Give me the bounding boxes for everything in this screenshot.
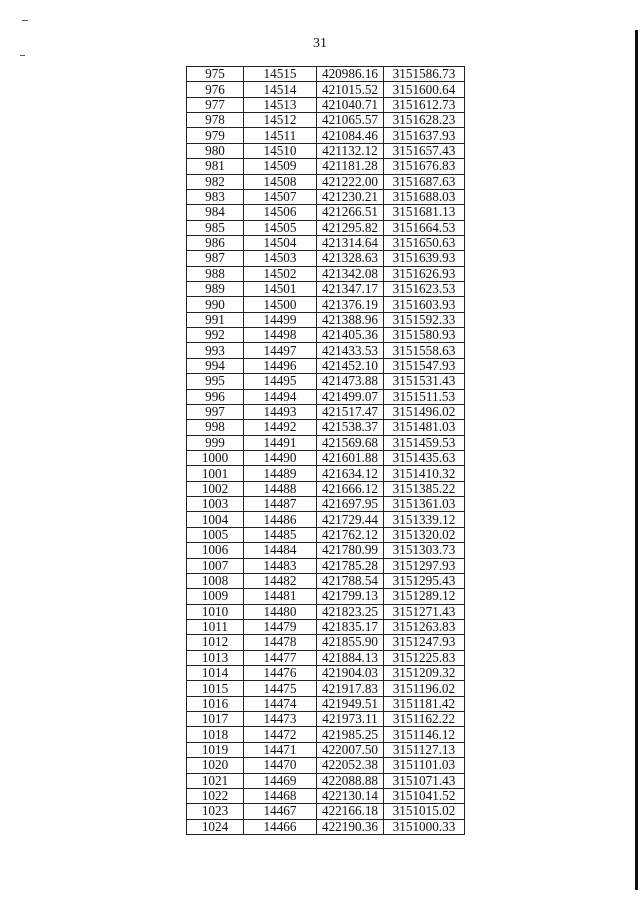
x-coordinate-cell: 421230.21 xyxy=(317,189,384,204)
y-coordinate-cell: 3151580.93 xyxy=(384,328,465,343)
point-number-cell: 988 xyxy=(187,266,244,281)
page-number: 31 xyxy=(313,36,327,51)
point-id-cell: 14488 xyxy=(244,481,317,496)
table-row xyxy=(187,82,465,97)
y-coordinate-cell: 3151162.22 xyxy=(384,712,465,727)
point-id-cell: 14508 xyxy=(244,174,317,189)
x-coordinate-cell: 421973.11 xyxy=(317,712,384,727)
table-row xyxy=(187,450,465,465)
point-number-cell: 990 xyxy=(187,297,244,312)
point-number-cell: 1004 xyxy=(187,512,244,527)
y-coordinate-cell: 3151410.32 xyxy=(384,466,465,481)
point-number-cell: 1018 xyxy=(187,727,244,742)
table-row xyxy=(187,113,465,128)
point-id-cell: 14496 xyxy=(244,358,317,373)
x-coordinate-cell: 421517.47 xyxy=(317,404,384,419)
point-number-cell: 984 xyxy=(187,205,244,220)
table-row xyxy=(187,497,465,512)
point-number-cell: 989 xyxy=(187,282,244,297)
point-id-cell: 14497 xyxy=(244,343,317,358)
x-coordinate-cell: 421452.10 xyxy=(317,358,384,373)
table-row xyxy=(187,266,465,281)
y-coordinate-cell: 3151297.93 xyxy=(384,558,465,573)
table-row xyxy=(187,343,465,358)
scan-mark-bottom xyxy=(20,55,25,56)
point-id-cell: 14505 xyxy=(244,220,317,235)
table-row xyxy=(187,205,465,220)
point-id-cell: 14473 xyxy=(244,712,317,727)
point-number-cell: 1003 xyxy=(187,497,244,512)
table-row xyxy=(187,404,465,419)
point-id-cell: 14504 xyxy=(244,235,317,250)
table-row xyxy=(187,174,465,189)
point-id-cell: 14474 xyxy=(244,696,317,711)
point-id-cell: 14492 xyxy=(244,420,317,435)
y-coordinate-cell: 3151289.12 xyxy=(384,589,465,604)
point-number-cell: 1022 xyxy=(187,788,244,803)
y-coordinate-cell: 3151612.73 xyxy=(384,97,465,112)
point-id-cell: 14480 xyxy=(244,604,317,619)
x-coordinate-cell: 421823.25 xyxy=(317,604,384,619)
x-coordinate-cell: 421569.68 xyxy=(317,435,384,450)
table-row xyxy=(187,742,465,757)
x-coordinate-cell: 421904.03 xyxy=(317,666,384,681)
y-coordinate-cell: 3151650.63 xyxy=(384,235,465,250)
x-coordinate-cell: 421949.51 xyxy=(317,696,384,711)
y-coordinate-cell: 3151339.12 xyxy=(384,512,465,527)
table-row xyxy=(187,696,465,711)
table-row xyxy=(187,481,465,496)
point-number-cell: 985 xyxy=(187,220,244,235)
point-id-cell: 14486 xyxy=(244,512,317,527)
point-number-cell: 975 xyxy=(187,67,244,82)
point-id-cell: 14515 xyxy=(244,67,317,82)
point-id-cell: 14489 xyxy=(244,466,317,481)
x-coordinate-cell: 421015.52 xyxy=(317,82,384,97)
point-number-cell: 1014 xyxy=(187,666,244,681)
x-coordinate-cell: 422130.14 xyxy=(317,788,384,803)
point-id-cell: 14481 xyxy=(244,589,317,604)
point-number-cell: 1019 xyxy=(187,742,244,757)
y-coordinate-cell: 3151511.53 xyxy=(384,389,465,404)
point-id-cell: 14467 xyxy=(244,804,317,819)
table-row xyxy=(187,773,465,788)
point-number-cell: 1001 xyxy=(187,466,244,481)
point-number-cell: 980 xyxy=(187,143,244,158)
x-coordinate-cell: 421473.88 xyxy=(317,374,384,389)
point-id-cell: 14471 xyxy=(244,742,317,757)
point-id-cell: 14476 xyxy=(244,666,317,681)
x-coordinate-cell: 422007.50 xyxy=(317,742,384,757)
table-row xyxy=(187,466,465,481)
table-row xyxy=(187,159,465,174)
x-coordinate-cell: 421499.07 xyxy=(317,389,384,404)
y-coordinate-cell: 3151687.63 xyxy=(384,174,465,189)
point-id-cell: 14475 xyxy=(244,681,317,696)
y-coordinate-cell: 3151600.64 xyxy=(384,82,465,97)
x-coordinate-cell: 421729.44 xyxy=(317,512,384,527)
point-id-cell: 14498 xyxy=(244,328,317,343)
x-coordinate-cell: 421697.95 xyxy=(317,497,384,512)
y-coordinate-cell: 3151664.53 xyxy=(384,220,465,235)
point-id-cell: 14506 xyxy=(244,205,317,220)
x-coordinate-cell: 421065.57 xyxy=(317,113,384,128)
y-coordinate-cell: 3151101.03 xyxy=(384,758,465,773)
y-coordinate-cell: 3151676.83 xyxy=(384,159,465,174)
x-coordinate-cell: 421762.12 xyxy=(317,527,384,542)
y-coordinate-cell: 3151303.73 xyxy=(384,543,465,558)
point-number-cell: 1013 xyxy=(187,650,244,665)
y-coordinate-cell: 3151637.93 xyxy=(384,128,465,143)
point-number-cell: 997 xyxy=(187,404,244,419)
point-number-cell: 996 xyxy=(187,389,244,404)
y-coordinate-cell: 3151688.03 xyxy=(384,189,465,204)
point-id-cell: 14503 xyxy=(244,251,317,266)
table-row xyxy=(187,297,465,312)
table-row xyxy=(187,635,465,650)
y-coordinate-cell: 3151639.93 xyxy=(384,251,465,266)
point-id-cell: 14511 xyxy=(244,128,317,143)
table-row xyxy=(187,589,465,604)
x-coordinate-cell: 421266.51 xyxy=(317,205,384,220)
point-id-cell: 14509 xyxy=(244,159,317,174)
table-row xyxy=(187,619,465,634)
y-coordinate-cell: 3151459.53 xyxy=(384,435,465,450)
point-number-cell: 1020 xyxy=(187,758,244,773)
x-coordinate-cell: 422166.18 xyxy=(317,804,384,819)
point-number-cell: 982 xyxy=(187,174,244,189)
x-coordinate-cell: 421799.13 xyxy=(317,589,384,604)
y-coordinate-cell: 3151320.02 xyxy=(384,527,465,542)
y-coordinate-cell: 3151628.23 xyxy=(384,113,465,128)
table-row xyxy=(187,512,465,527)
table-row xyxy=(187,220,465,235)
table-row xyxy=(187,604,465,619)
point-id-cell: 14493 xyxy=(244,404,317,419)
y-coordinate-cell: 3151041.52 xyxy=(384,788,465,803)
point-number-cell: 1005 xyxy=(187,527,244,542)
x-coordinate-cell: 420986.16 xyxy=(317,67,384,82)
table-row xyxy=(187,650,465,665)
table-row xyxy=(187,235,465,250)
y-coordinate-cell: 3151225.83 xyxy=(384,650,465,665)
table-row xyxy=(187,681,465,696)
point-number-cell: 1009 xyxy=(187,589,244,604)
x-coordinate-cell: 421538.37 xyxy=(317,420,384,435)
y-coordinate-cell: 3151623.53 xyxy=(384,282,465,297)
table-row xyxy=(187,312,465,327)
y-coordinate-cell: 3151181.42 xyxy=(384,696,465,711)
x-coordinate-cell: 421788.54 xyxy=(317,573,384,588)
y-coordinate-cell: 3151196.02 xyxy=(384,681,465,696)
point-id-cell: 14499 xyxy=(244,312,317,327)
table-row xyxy=(187,67,465,82)
point-number-cell: 986 xyxy=(187,235,244,250)
point-number-cell: 977 xyxy=(187,97,244,112)
point-id-cell: 14466 xyxy=(244,819,317,834)
point-number-cell: 1006 xyxy=(187,543,244,558)
table-row xyxy=(187,712,465,727)
point-id-cell: 14513 xyxy=(244,97,317,112)
x-coordinate-cell: 421601.88 xyxy=(317,450,384,465)
point-id-cell: 14477 xyxy=(244,650,317,665)
point-id-cell: 14484 xyxy=(244,543,317,558)
point-id-cell: 14512 xyxy=(244,113,317,128)
point-number-cell: 994 xyxy=(187,358,244,373)
point-number-cell: 979 xyxy=(187,128,244,143)
table-row xyxy=(187,666,465,681)
point-number-cell: 1011 xyxy=(187,619,244,634)
y-coordinate-cell: 3151385.22 xyxy=(384,481,465,496)
point-number-cell: 998 xyxy=(187,420,244,435)
point-number-cell: 1008 xyxy=(187,573,244,588)
table-row xyxy=(187,328,465,343)
table-row xyxy=(187,420,465,435)
y-coordinate-cell: 3151435.63 xyxy=(384,450,465,465)
point-id-cell: 14487 xyxy=(244,497,317,512)
x-coordinate-cell: 421780.99 xyxy=(317,543,384,558)
point-number-cell: 1016 xyxy=(187,696,244,711)
x-coordinate-cell: 421433.53 xyxy=(317,343,384,358)
point-number-cell: 983 xyxy=(187,189,244,204)
table-row xyxy=(187,727,465,742)
point-id-cell: 14483 xyxy=(244,558,317,573)
table-row xyxy=(187,358,465,373)
table-row xyxy=(187,819,465,834)
table-row xyxy=(187,435,465,450)
table-row xyxy=(187,558,465,573)
y-coordinate-cell: 3151626.93 xyxy=(384,266,465,281)
table-row xyxy=(187,189,465,204)
y-coordinate-cell: 3151015.02 xyxy=(384,804,465,819)
x-coordinate-cell: 421222.00 xyxy=(317,174,384,189)
y-coordinate-cell: 3151071.43 xyxy=(384,773,465,788)
x-coordinate-cell: 421376.19 xyxy=(317,297,384,312)
table-row xyxy=(187,527,465,542)
table-row xyxy=(187,573,465,588)
point-id-cell: 14490 xyxy=(244,450,317,465)
x-coordinate-cell: 421040.71 xyxy=(317,97,384,112)
point-number-cell: 978 xyxy=(187,113,244,128)
y-coordinate-cell: 3151681.13 xyxy=(384,205,465,220)
point-id-cell: 14494 xyxy=(244,389,317,404)
point-number-cell: 1000 xyxy=(187,450,244,465)
y-coordinate-cell: 3151295.43 xyxy=(384,573,465,588)
x-coordinate-cell: 421328.63 xyxy=(317,251,384,266)
x-coordinate-cell: 421785.28 xyxy=(317,558,384,573)
table-row xyxy=(187,282,465,297)
point-id-cell: 14469 xyxy=(244,773,317,788)
point-number-cell: 1002 xyxy=(187,481,244,496)
y-coordinate-cell: 3151000.33 xyxy=(384,819,465,834)
y-coordinate-cell: 3151547.93 xyxy=(384,358,465,373)
x-coordinate-cell: 421835.17 xyxy=(317,619,384,634)
point-id-cell: 14500 xyxy=(244,297,317,312)
x-coordinate-cell: 422052.38 xyxy=(317,758,384,773)
table-row xyxy=(187,758,465,773)
y-coordinate-cell: 3151361.03 xyxy=(384,497,465,512)
y-coordinate-cell: 3151592.33 xyxy=(384,312,465,327)
point-number-cell: 1012 xyxy=(187,635,244,650)
x-coordinate-cell: 421314.64 xyxy=(317,235,384,250)
table-row xyxy=(187,389,465,404)
x-coordinate-cell: 421917.83 xyxy=(317,681,384,696)
x-coordinate-cell: 421388.96 xyxy=(317,312,384,327)
point-number-cell: 991 xyxy=(187,312,244,327)
y-coordinate-cell: 3151209.32 xyxy=(384,666,465,681)
y-coordinate-cell: 3151146.12 xyxy=(384,727,465,742)
x-coordinate-cell: 421884.13 xyxy=(317,650,384,665)
point-id-cell: 14468 xyxy=(244,788,317,803)
point-id-cell: 14479 xyxy=(244,619,317,634)
point-number-cell: 992 xyxy=(187,328,244,343)
point-number-cell: 1017 xyxy=(187,712,244,727)
point-number-cell: 987 xyxy=(187,251,244,266)
y-coordinate-cell: 3151496.02 xyxy=(384,404,465,419)
point-id-cell: 14470 xyxy=(244,758,317,773)
table-row xyxy=(187,251,465,266)
point-number-cell: 1024 xyxy=(187,819,244,834)
point-id-cell: 14514 xyxy=(244,82,317,97)
point-number-cell: 981 xyxy=(187,159,244,174)
y-coordinate-cell: 3151127.13 xyxy=(384,742,465,757)
x-coordinate-cell: 421132.12 xyxy=(317,143,384,158)
coordinates-table-body xyxy=(187,67,465,835)
point-number-cell: 995 xyxy=(187,374,244,389)
y-coordinate-cell: 3151603.93 xyxy=(384,297,465,312)
point-id-cell: 14501 xyxy=(244,282,317,297)
y-coordinate-cell: 3151586.73 xyxy=(384,67,465,82)
point-id-cell: 14478 xyxy=(244,635,317,650)
x-coordinate-cell: 421634.12 xyxy=(317,466,384,481)
point-id-cell: 14485 xyxy=(244,527,317,542)
x-coordinate-cell: 422088.88 xyxy=(317,773,384,788)
point-id-cell: 14495 xyxy=(244,374,317,389)
coordinates-table xyxy=(186,66,465,835)
x-coordinate-cell: 421405.36 xyxy=(317,328,384,343)
scan-edge-line xyxy=(635,30,638,890)
y-coordinate-cell: 3151531.43 xyxy=(384,374,465,389)
y-coordinate-cell: 3151558.63 xyxy=(384,343,465,358)
point-id-cell: 14507 xyxy=(244,189,317,204)
x-coordinate-cell: 421342.08 xyxy=(317,266,384,281)
point-number-cell: 1015 xyxy=(187,681,244,696)
point-number-cell: 1007 xyxy=(187,558,244,573)
x-coordinate-cell: 422190.36 xyxy=(317,819,384,834)
x-coordinate-cell: 421084.46 xyxy=(317,128,384,143)
point-id-cell: 14472 xyxy=(244,727,317,742)
x-coordinate-cell: 421985.25 xyxy=(317,727,384,742)
point-id-cell: 14510 xyxy=(244,143,317,158)
scan-mark-top xyxy=(22,20,28,21)
y-coordinate-cell: 3151657.43 xyxy=(384,143,465,158)
point-id-cell: 14491 xyxy=(244,435,317,450)
table-row xyxy=(187,788,465,803)
y-coordinate-cell: 3151247.93 xyxy=(384,635,465,650)
point-number-cell: 993 xyxy=(187,343,244,358)
x-coordinate-cell: 421347.17 xyxy=(317,282,384,297)
point-number-cell: 1021 xyxy=(187,773,244,788)
table-row xyxy=(187,97,465,112)
point-id-cell: 14482 xyxy=(244,573,317,588)
table-row xyxy=(187,543,465,558)
x-coordinate-cell: 421666.12 xyxy=(317,481,384,496)
point-number-cell: 976 xyxy=(187,82,244,97)
table-row xyxy=(187,374,465,389)
y-coordinate-cell: 3151263.83 xyxy=(384,619,465,634)
x-coordinate-cell: 421855.90 xyxy=(317,635,384,650)
y-coordinate-cell: 3151481.03 xyxy=(384,420,465,435)
y-coordinate-cell: 3151271.43 xyxy=(384,604,465,619)
point-id-cell: 14502 xyxy=(244,266,317,281)
table-row xyxy=(187,128,465,143)
table-row xyxy=(187,804,465,819)
x-coordinate-cell: 421181.28 xyxy=(317,159,384,174)
x-coordinate-cell: 421295.82 xyxy=(317,220,384,235)
point-number-cell: 999 xyxy=(187,435,244,450)
point-number-cell: 1023 xyxy=(187,804,244,819)
table-row xyxy=(187,143,465,158)
point-number-cell: 1010 xyxy=(187,604,244,619)
